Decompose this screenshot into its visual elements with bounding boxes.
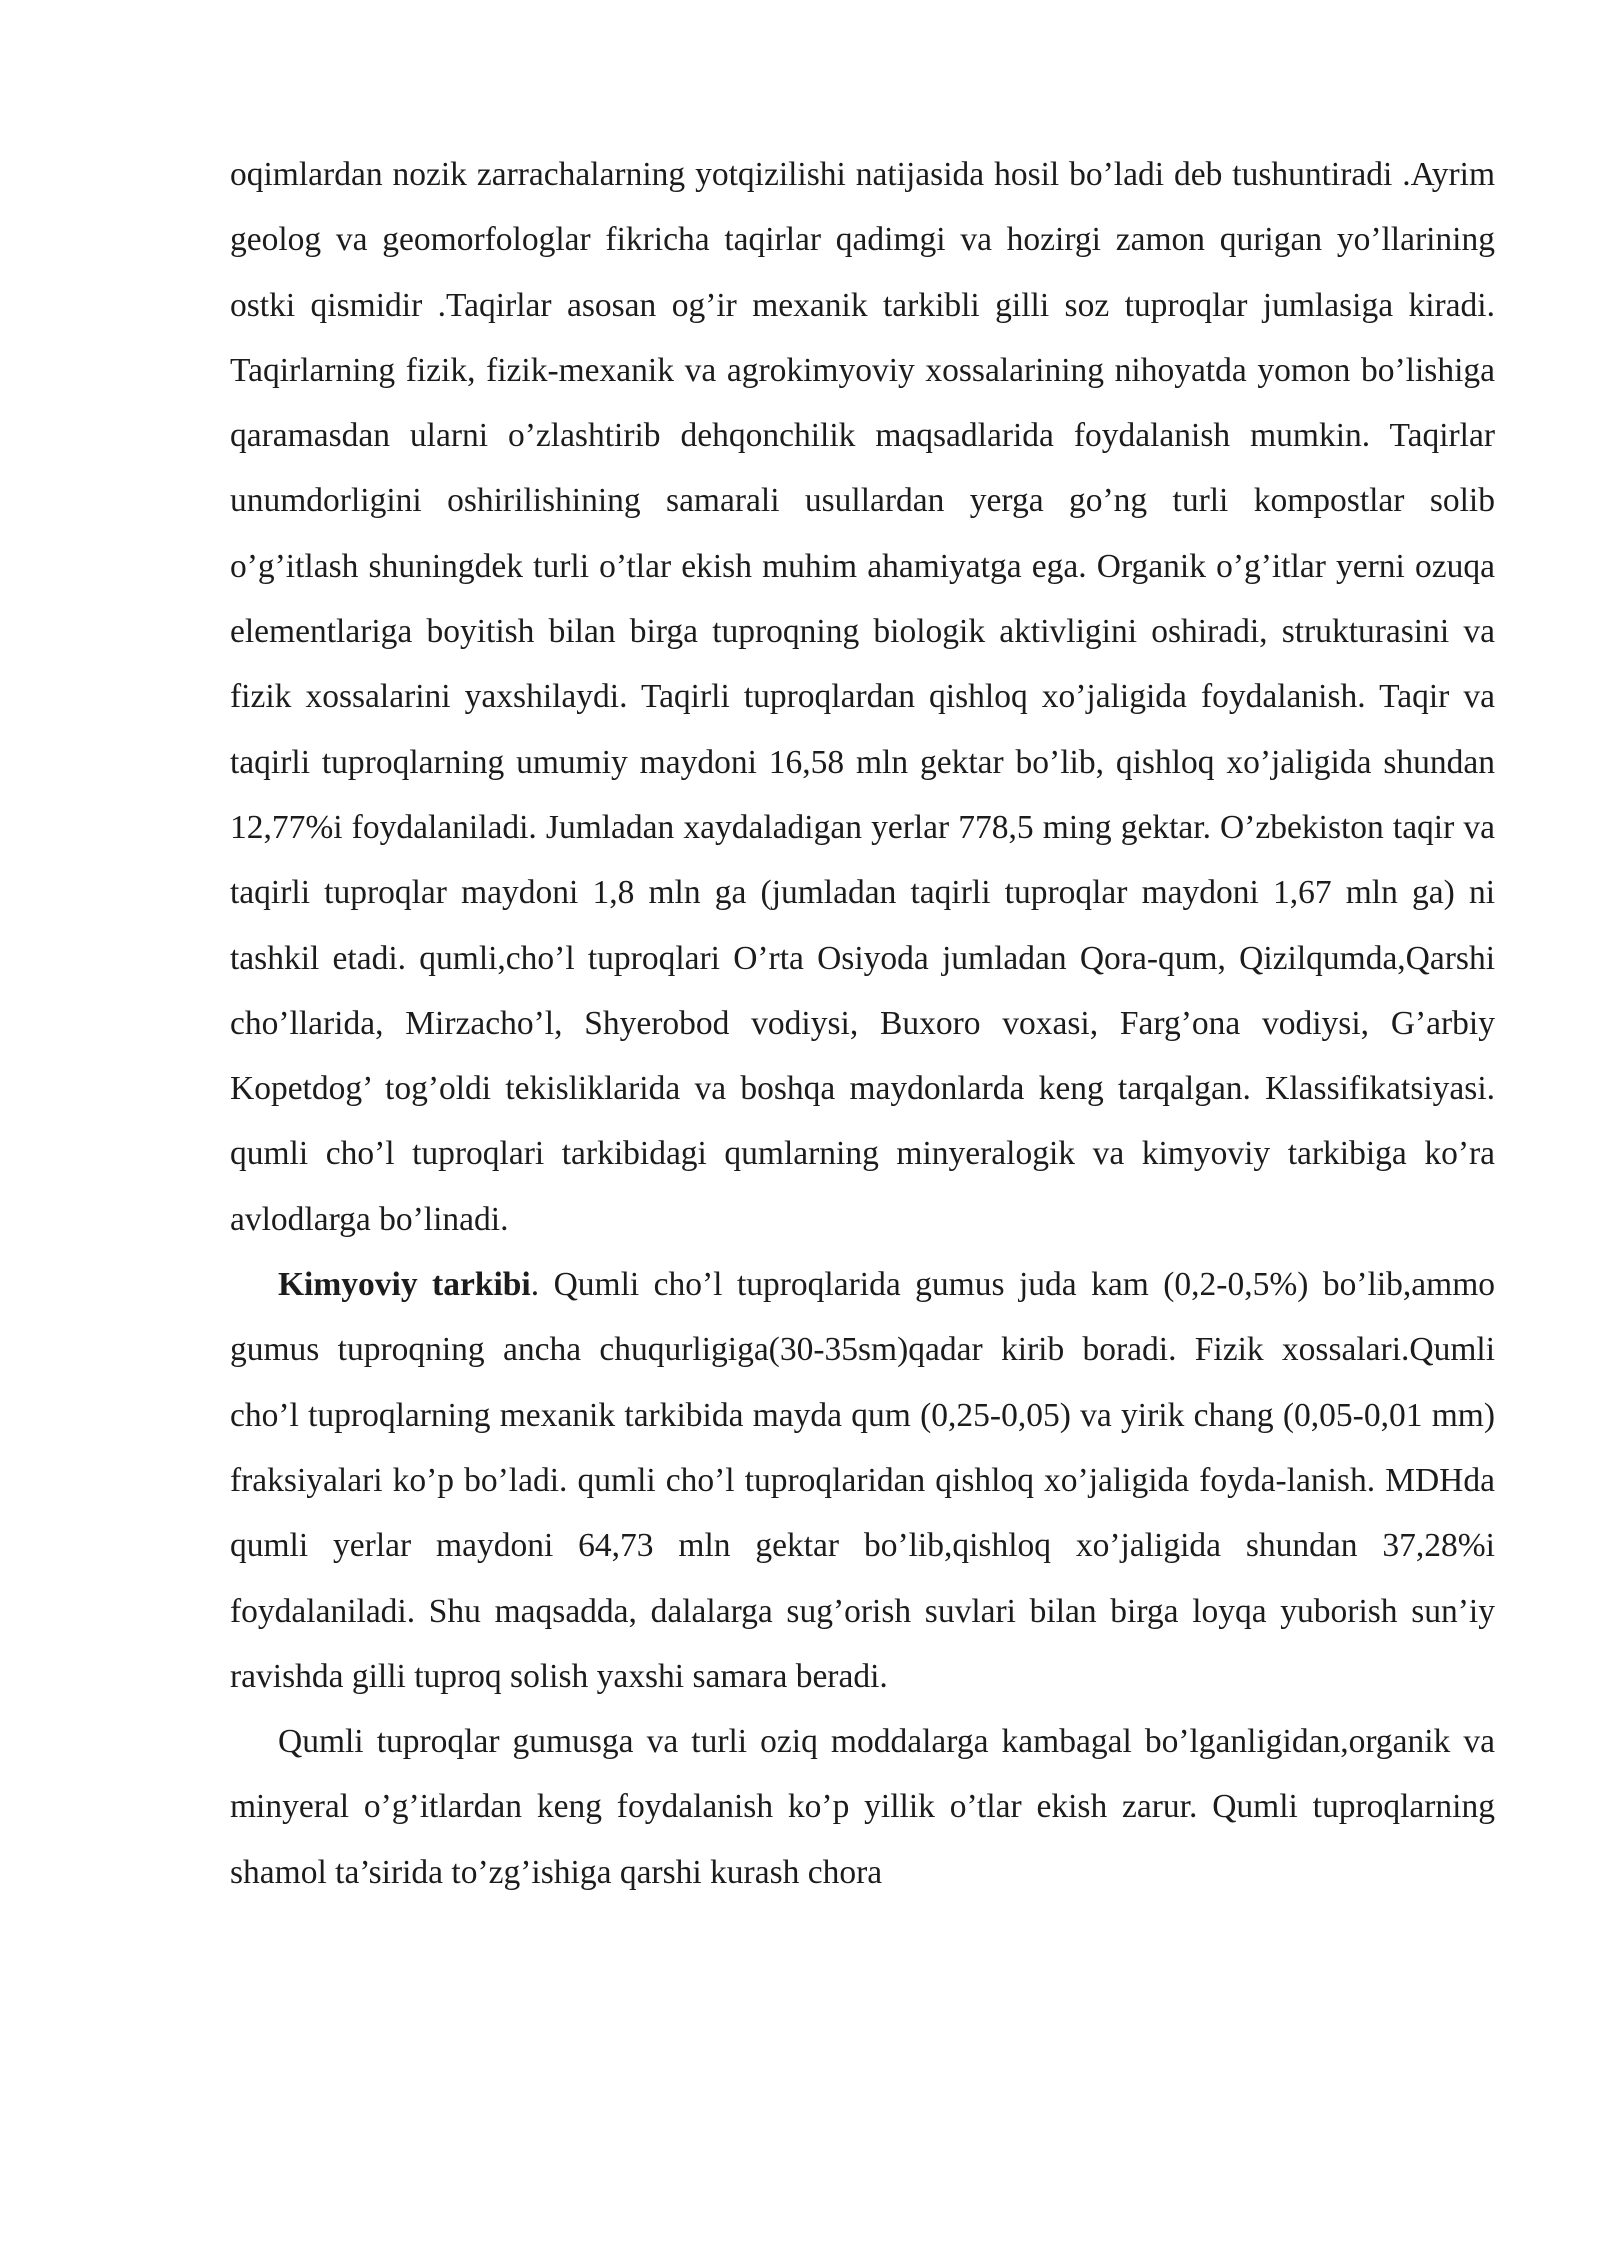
section-heading-kimyoviy-tarkibi: Kimyoviy tarkibi [278,1266,531,1304]
document-body [230,142,1495,1905]
paragraph-chemical-composition-text: . Qumli cho’l tuproqlarida gumus juda kam (0,2-0,5%) bo’lib,ammo gumus tuproqning ancha chuqurligiga(30-35sm)qadar kirib boradi. Fizik xossalari.Qumli cho’l tuproqlarning mexanik tarkibida mayda qum (0,25-0,05) va yirik chang (0,05-0,01 mm) fraksiyalari ko’p bo’ladi. qumli cho’l tuproqlaridan qishloq xo’jaligida foyda-lanish. MDHda qumli yerlar maydoni 64,73 mln gektar bo’lib,qishloq xo’jaligida shundan 37,28%i foydalaniladi. Shu maqsadda, dalalarga sug’orish suvlari bilan birga loyqa yuborish sun’iy ravishda gilli tuproq solish yaxshi samara beradi. [230,1266,1496,1695]
paragraph-sandy-soils-fertility: Qumli tuproqlar gumusga va turli oziq moddalarga kambagal bo’lganligidan,organik va minyeral o’g’itlardan keng foydalanish ko’p yillik o’tlar ekish zarur. Qumli tuproqlarning shamol ta’sirida to’zg’ishiga qarshi kurash chora [230,1723,1495,1891]
paragraph-taqir-soils: oqimlardan nozik zarrachalarning yotqizilishi natijasida hosil bo’ladi deb tushuntiradi .Ayrim geolog va geomorfologlar fikricha taqirlar qadimgi va hozirgi zamon qurigan yo’llarining ostki qismidir .Taqirlar asosan og’ir mexanik tarkibli gilli soz tuproqlar jumlasiga kiradi. Taqirlarning fizik, fizik-mexanik va agrokimyoviy xossalarining nihoyatda yomon bo’lishiga qaramasdan ularni o’zlashtirib dehqonchilik maqsadlarida foydalanish mumkin. Taqirlar unumdorligini oshirilishining samarali usullardan yerga go’ng turli kompostlar solib o’g’itlash shuningdek turli o’tlar ekish muhim ahamiyatga ega. Organik o’g’itlar yerni ozuqa elementlariga boyitish bilan birga tuproqning biologik aktivligini oshiradi, strukturasini va fizik xossalarini yaxshilaydi. Taqirli tuproqlardan qishloq xo’jaligida foydalanish. Taqir va taqirli tuproqlarning umumiy maydoni 16,58 mln gektar bo’lib, qishloq xo’jaligida shundan 12,77%i foydalaniladi. Jumladan xaydaladigan yerlar 778,5 ming gektar. O’zbekiston taqir va taqirli tuproqlar maydoni 1,8 mln ga (jumladan taqirli tuproqlar maydoni 1,67 mln ga) ni tashkil etadi. qumli,cho’l tuproqlari O’rta Osiyoda jumladan Qora-qum, Qizilqumda,Qarshi cho’llarida, Mirzacho’l, Shyerobod vodiysi, Buxoro voxasi, Farg’ona vodiysi, G’arbiy Kopetdog’ tog’oldi tekisliklarida va boshqa maydonlarda keng tarqalgan. Klassifikatsiyasi. qumli cho’l tuproqlari tarkibidagi qumlarning minyeralogik va kimyoviy tarkibiga ko’ra avlodlarga bo’linadi. [230,156,1495,1238]
paragraph-chemical-composition [230,1252,1495,1709]
